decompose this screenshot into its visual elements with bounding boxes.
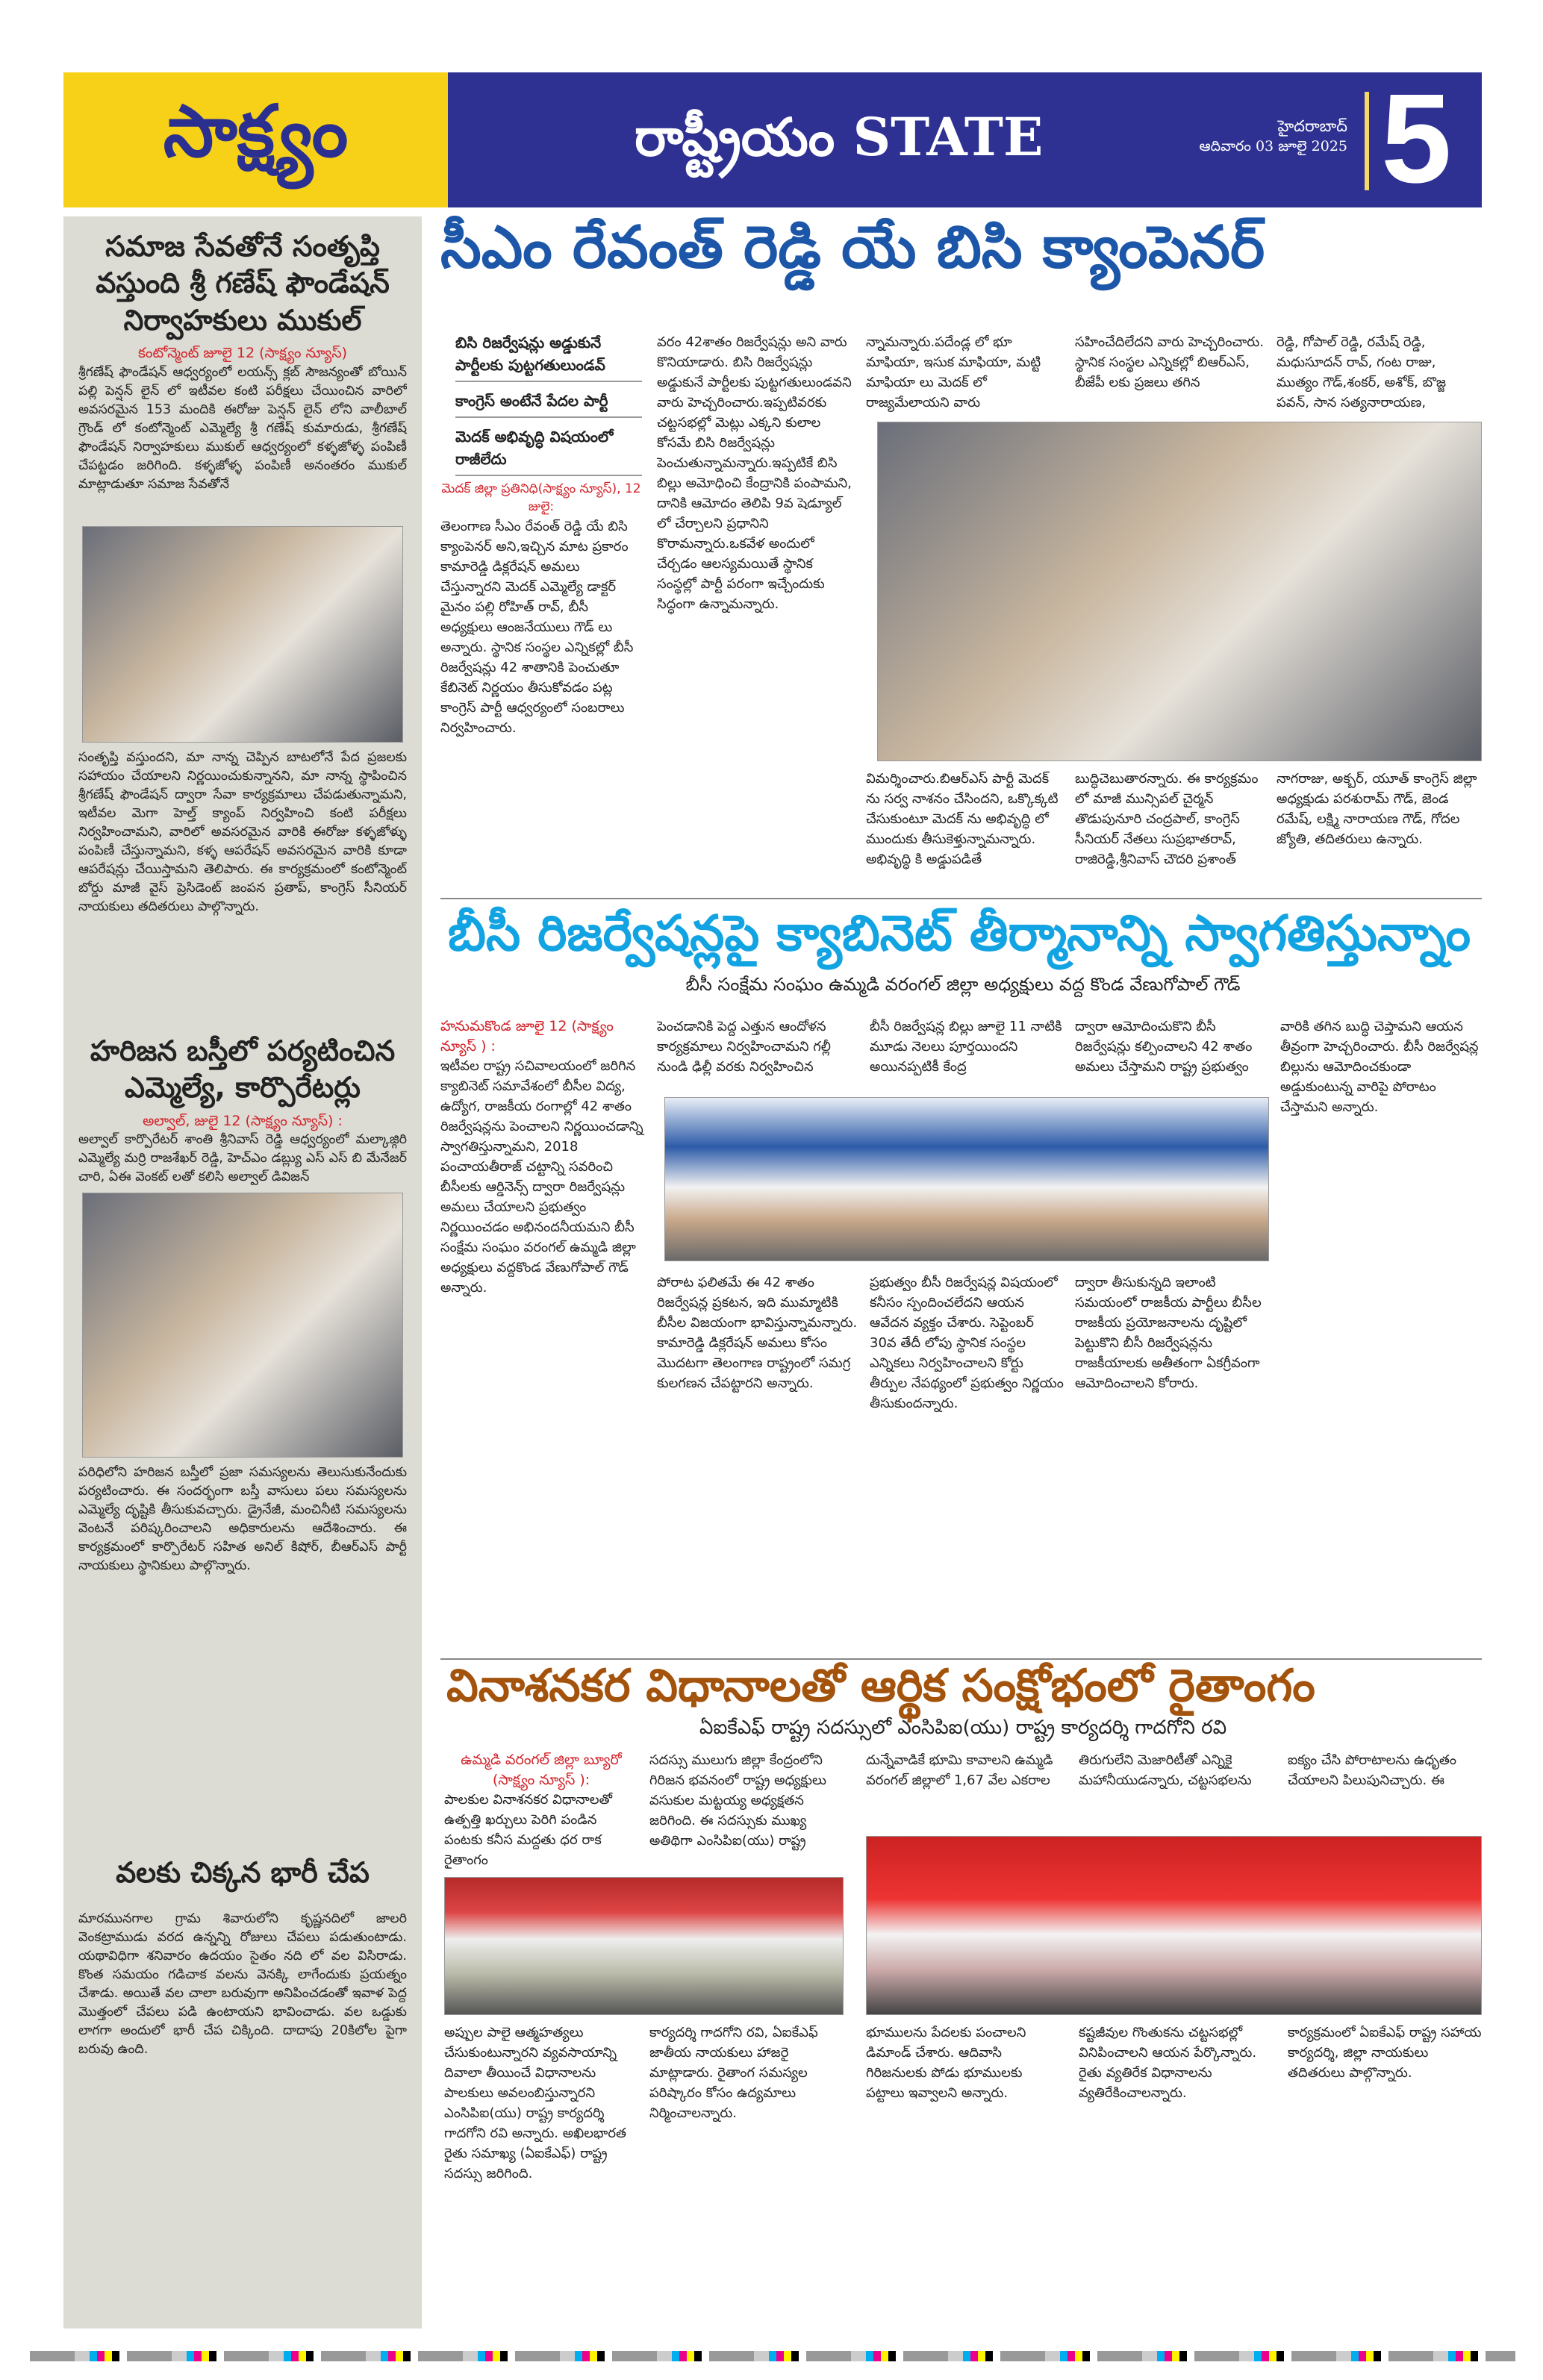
story-body: కష్టజీవుల గొంతుకను చట్టసభల్లో వినిపించాలని ఆయన పేర్కొన్నారు. రైతు వ్యతిరేక విధానాలను వ్యతిరేకించాలన్నారు. — [1079, 2025, 1257, 2101]
story-body: సంతృప్తి వస్తుందని, మా నాన్న చెప్పిన బాటలోనే పేద ప్రజలకు సహాయం చేయాలని నిర్ణయించుకున్నానని, మా నాన్న స్థాపించిన శ్రీగణేష్ ఫౌండేషన్ ద్వారా సేవా కార్యక్రమాలు చేపడుతున్నామని, ఇటీవల మెగా హెల్త్ క్యాంప్ నిర్వహించి కంటి పరీక్షలు నిర్వహించామని, వారిలో అవసరమైన వారికి ఈరోజు కళ్ళజోళ్ళు పంపిణీ చేస్తున్నామని, కళ్ళ ఆపరేషన్ అవసరమైన వారికి కూడా ఆపరేషన్లు చేయిస్తామని తెలిపారు. ఈ కార్యక్రమంలో కంటోన్మెంట్ బోర్డు మాజీ వైస్ ప్రెసిడెంట్ జంపన ప్రతాప్, కాంగ్రెస్ సీనియర్ నాయకులు తదితరులు పాల్గొన్నారు. — [78, 749, 407, 914]
story-body: వారికి తగిన బుద్ధి చెప్తామని ఆయన తీవ్రంగా హెచ్చరించారు. బీసీ రిజర్వేషన్ల బిల్లును ఆమోదించకుండా అడ్డుకుంటున్న వారిపై పోరాటం చేస్తామని అన్నారు. — [1280, 1019, 1479, 1115]
story-headline: హరిజన బస్తీలో పర్యటించిన ఎమ్మెల్యే, కార్పొరేటర్లు — [90, 1034, 396, 1105]
story-column — [440, 328, 642, 888]
story-headline: సమాజ సేవతోనే సంతృప్తి వస్తుంది శ్రీ గణేష్ ఫౌండేషన్ నిర్వాహకులు ముకుల్ — [96, 230, 390, 337]
story-body: భూములను పేదలకు పంచాలని డిమాండ్ చేశారు. ఆదివాసి గిరిజనులకు పోడు భూములకు పట్టాలు ఇవ్వాలని అన్నారు. — [866, 2025, 1026, 2101]
story-body: ద్వారా ఆమోదించుకొని బీసీ రిజర్వేషన్లు కల్పించాలని 42 శాతం అమలు చేస్తామని రాష్ట్ర ప్రభుత్వం — [1075, 1019, 1253, 1075]
dateline: అల్వాల్, జులై 12 (సాక్ష్యం న్యూస్) : — [143, 1112, 343, 1129]
page-number: 5 — [1381, 68, 1452, 210]
kicker: మెదక్ అభివృద్ధి విషయంలో రాజీలేదు — [455, 422, 642, 476]
dateline: హనుమకొండ జూలై 12 (సాక్ష్యం న్యూస్ ) : — [440, 1018, 614, 1055]
photo-harijana-basti — [82, 1193, 403, 1458]
dateline: కంటోన్మెంట్ జూలై 12 (సాక్ష్యం న్యూస్) — [137, 345, 348, 362]
photo-press-meet — [664, 1097, 1269, 1261]
photo-eye-camp — [82, 526, 403, 743]
dateline: ఉమ్మడి వరంగల్ జిల్లా బ్యూరో (సాక్ష్యం న్యూస్ ): — [461, 1752, 622, 1788]
subheadline: ఏఐకేఎఫ్ రాష్ట్ర సదస్సులో ఎంసిపిఐ(యు) రాష్ట్ర కార్యదర్శి గాదగోని రవి — [699, 1717, 1227, 1739]
story-body: తిరుగులేని మెజారిటీతో ఎన్నికై మహానీయుడన్నారు, చట్టసభలను — [1079, 1752, 1252, 1788]
subheadline: బీసీ సంక్షేమ సంఘం ఉమ్మడి వరంగల్ జిల్లా అధ్యక్షులు వద్ద కొండ వేణుగోపాల్ గౌడ్ — [685, 974, 1241, 995]
masthead-logo — [63, 72, 448, 207]
kicker: కాంగ్రెస్ అంటేనే పేదల పార్టీ — [455, 387, 642, 418]
story-body: శ్రీగణేష్ ఫౌండేషన్ ఆధ్వర్యంలో లయన్స్ క్లబ్ సౌజన్యంతో బోయిన్ పల్లి పెన్షన్ లైన్ లో ఇటీవల కంటి పరీక్షలు చేయించిన వారిలో అవసరమైన 153 మందికి ఈరోజు పెన్షన్ లైన్ లోని వాలీబాల్ గ్రౌండ్ లో కంటోన్మెంట్ ఎమ్మెల్యే శ్రీ గణేష్ కుమారుడు, శ్రీగణేష్ ఫౌండేషన్ నిర్వాహకులు ముకుల్ ఆధ్వర్యంలో కళ్ళజోళ్ళ పంపిణీ చేపట్టడం జరిగింది. కళ్ళజోళ్ళ పంపిణీ అనంతరం ముకుల్ మాట్లాడుతూ సమాజ సేవతోనే — [78, 364, 407, 492]
story-body: నాగరాజు, అక్బర్, యూత్ కాంగ్రెస్ జిల్లా అధ్యక్షుడు పరశురామ్ గౌడ్, జెండ రమేష్, లక్ష్మి నారాయణ గౌడ్, గోదల జ్యోతి, తదితరులు ఉన్నారు. — [1277, 771, 1477, 847]
main-headline: సీఎం రేవంత్ రెడ్డి యే బిసి క్యాంపెనర్ — [440, 214, 1265, 281]
story-body: ఐక్యం చేసి పోరాటాలను ఉధృతం చేయాలని పిలుపునిచ్చారు. ఈ — [1288, 1752, 1457, 1788]
logo-text: సాక్ష్యం — [163, 89, 349, 173]
story-body: కార్యదర్శి గాదగోని రవి, ఏఐకేఎఫ్ జాతీయ నాయకులు హాజరై మాట్లాడారు. రైతాంగ సమస్యల పరిష్కారం కోసం ఉద్యమాలు నిర్మించాలన్నారు. — [649, 2025, 818, 2121]
story-body: తెలంగాణ సీఎం రేవంత్ రెడ్డి యే బిసి క్యాంపెనర్ అని,ఇచ్చిన మాట ప్రకారం కామారెడ్డి డిక్లరేషన్ అమలు చేస్తున్నారని మెదక్ ఎమ్మెల్యే డాక్టర్ మైనం పల్లి రోహిత్ రావ్, బీసీ అధ్యక్షులు ఆంజనేయులు గౌడ్ లు అన్నారు. స్థానిక సంస్థల ఎన్నికల్లో బీసీ రిజర్వేషన్లు 42 శాతానికి పెంచుతూ కేబినెట్ నిర్ణయం తీసుకోవడం పట్ల కాంగ్రెస్ పార్టీ ఆధ్వర్యంలో సంబరాలు నిర్వహించారు. — [440, 518, 634, 736]
divider — [440, 898, 1482, 899]
main-headline: వినాశనకర విధానాలతో ఆర్థిక సంక్షోభంలో రైతాంగం — [446, 1660, 1315, 1712]
edition-date: ఆదివారం 03 జూలై 2025 — [1199, 138, 1347, 154]
section-title: రాష్ట్రీయం STATE — [635, 106, 1044, 168]
edition-city: హైదరాబాద్ — [1277, 117, 1347, 135]
print-registration-bar — [30, 2351, 1515, 2361]
story-body: బీసీ రిజర్వేషన్ల బిల్లు జూలై 11 నాటికి మూడు నెలలు పూర్తయిందని అయినప్పటికీ కేంద్ర — [870, 1019, 1062, 1075]
story-body: వరం 42శాతం రిజర్వేషన్లు అని వారు కొనియాడారు. బిసి రిజర్వేషన్లు అడ్డుకునే పార్టీలకు పుట్టగతులుండవని వారు హెచ్చరించారు.ఇప్పటివరకు చట్టసభల్లో మెట్లు ఎక్కని కులాల కోసమే బిసి రిజర్వేషన్లు పెంచుతున్నామన్నారు.ఇప్పటికే బిసి బిల్లు అమోధించి కేంద్రానికి పంపామని, దానికి ఆమోదం తెలిపి 9వ షెడ్యూల్ లో చేర్చాలని ప్రధానిని కొరామన్నారు.ఒకవేళ అందులో చేర్చడం ఆలస్యమయితే స్థానిక సంస్థల్లో పార్టీ పరంగా ఇచ్చేందుకు సిద్ధంగా ఉన్నామన్నారు. — [657, 334, 852, 612]
story-column — [440, 1016, 649, 1651]
left-column — [63, 216, 422, 2329]
story-body: దున్నేవాడికే భూమి కావాలని ఉమ్మడి వరంగల్ జిల్లాలో 1,67 వేల ఎకరాల — [866, 1752, 1053, 1788]
header-band — [448, 68, 1482, 210]
divider — [1365, 92, 1369, 190]
story-body: న్నామన్నారు.పదేండ్ల లో భూ మాఫియా, ఇసుక మాఫియా, మట్టి మాఫియా లు మెదక్ లో రాజ్యమేలాయని వారు — [866, 334, 1041, 410]
story-body: మారమునగాల గ్రామ శివారులోని కృష్ణనదిలో జాలరి వెంకట్రాముడు వరద ఉన్నన్ని రోజులు చేపలు పడుతుంటాడు. యథావిధిగా శనివారం ఉదయం సైతం నది లో వల విసిరాడు. కొంత సమయం గడిచాక వలను వెనక్కి లాగేందుకు ప్రయత్నం చేశాడు. అయితే వల చాలా బరువుగా అనిపించడంతో ఇవాళ పెద్ద మొత్తంలో చేపలు పడి ఉంటాయని భావించాడు. వల ఒడ్డుకు లాగగా అందులో భారీ చేప చిక్కింది. దాదాపు 20కిలోల పైగా బరువు ఉంది. — [78, 1911, 407, 2057]
story-body: ఇటీవల రాష్ట్ర సచివాలయంలో జరిగిన క్యాబినెట్ సమావేశంలో బీసీల విద్య, ఉద్యోగ, రాజకీయ రంగాల్లో 42 శాతం రిజర్వేషన్లను పెంచాలని నిర్ణయించడాన్ని స్వాగతిస్తున్నామని, 2018 పంచాయతీరాజ్ చట్టాన్ని సవరించి బీసీలకు ఆర్డినెన్స్ ద్వారా రిజర్వేషన్లు అమలు చేయాలని ప్రభుత్వం నిర్ణయించడం అభినందనీయమని బీసీ సంక్షేమ సంఘం వరంగల్ ఉమ్మడి జిల్లా అధ్యక్షులు వద్దకొండ వేణుగోపాల్ గౌడ్ అన్నారు. — [440, 1058, 643, 1296]
kicker: బిసి రిజర్వేషన్లు అడ్డుకునే పార్టీలకు పుట్టగతులుండవ్ — [455, 328, 642, 382]
photo-aikf-delegates — [866, 1836, 1482, 2015]
story-headline: వలకు చిక్కన భారీ చేప — [116, 1856, 370, 1890]
story-body: పరిధిలోని హరిజన బస్తీలో ప్రజా సమస్యలను తెలుసుకునేందుకు పర్యటించారు. ఈ సందర్భంగా బస్తీ వాసులు పలు సమస్యలను ఎమ్మెల్యే దృష్టికి తీసుకువచ్చారు. డ్రైనేజీ, మంచినీటి సమస్యలను వెంటనే పరిష్కరించాలని అధికారులను ఆదేశించారు. ఈ కార్యక్రమంలో కార్పొరేటర్ సహిత అనిల్ కిషోర్, బీఆర్ఎస్ పార్టీ నాయకులు స్థానికులు పాల్గొన్నారు. — [78, 1465, 407, 1574]
story-body: బుద్ధిచెబుతారన్నారు. ఈ కార్యక్రమం లో మాజీ మున్సిపల్ చైర్మన్ తొడుపునూరి చంద్రపాల్, కాంగ్రెస్ సీనియర్ నేతలు సుప్రభాతరావ్, రాజిరెడ్డి,శ్రీనివాస్ చౌదరి ప్రశాంత్ — [1075, 771, 1259, 867]
story-body: పెంచడానికి పెద్ద ఎత్తున ఆందోళన కార్యక్రమాలు నిర్వహించామని గల్లీ నుండి ఢిల్లీ వరకు నిర్వహించిన — [657, 1019, 831, 1075]
story-body: ద్వారా తీసుకున్నది ఇలాంటి సమయంలో రాజకీయ పార్టీలు బీసీల రాజకీయ ప్రయోజనాలను దృష్టిలో పెట్టుకొని బీసీ రిజర్వేషన్లను రాజకీయాలకు అతీతంగా ఏకగ్రీవంగా ఆమోదించాలని కోరారు. — [1075, 1275, 1262, 1391]
photo-congress-celebration — [877, 422, 1482, 761]
story-body: పోరాట ఫలితమే ఈ 42 శాతం రిజర్వేషన్ల ప్రకటన, ఇది ముమ్మాటికి బీసీల విజయంగా భావిస్తున్నామన్నారు. కామారెడ్డి డిక్లరేషన్ అమలు కోసం మొదటగా తెలంగాణ రాష్ట్రంలో సమగ్ర కులగణన చేపట్టారని అన్నారు. — [657, 1275, 858, 1391]
story-body: కార్యక్రమంలో ఏఐకేఎఫ్ రాష్ట్ర సహాయ కార్యదర్శి, జిల్లా నాయకులు తదితరులు పాల్గొన్నారు. — [1288, 2025, 1482, 2081]
story-body: అప్పుల పాలై ఆత్మహత్యలు చేసుకుంటున్నారని వ్యవసాయాన్ని దివాలా తీయించే విధానాలను పాలకులు అవలంబిస్తున్నారని ఎంసిపిఐ(యు) రాష్ట్ర కార్యదర్శి గాదగోని రవి అన్నారు. అఖిలభారత రైతు సమాఖ్య (ఏఐకేఎఫ్) రాష్ట్ర సదస్సు జరిగింది. — [444, 2025, 626, 2181]
story-body: ప్రభుత్వం బీసీ రిజర్వేషన్ల విషయంలో కనీసం స్పందించలేదని ఆయన ఆవేదన వ్యక్తం చేశారు. సెప్టెంబర్ 30వ తేదీ లోపు స్థానిక సంస్థల ఎన్నికలు నిర్వహించాలని కోర్టు తీర్పుల నేపథ్యంలో ప్రభుత్వం నిర్ణయం తీసుకుందన్నారు. — [870, 1275, 1064, 1411]
dateline: మెదక్ జిల్లా ప్రతినిధి(సాక్ష్యం న్యూస్), 12 జులై: — [441, 481, 641, 514]
story-body: పాలకుల వినాశనకర విధానాలతో ఉత్పత్తి ఖర్చులు పెరిగి పండిన పంటకు కనీస మద్దతు ధర రాక రైతాంగం — [444, 1792, 613, 1869]
story-body: అల్వాల్ కార్పొరేటర్ శాంతి శ్రీనివాస్ రెడ్డి ఆధ్వర్యంలో మల్కాజ్గిరి ఎమ్మెల్యే మర్రి రాజశేఖర్ రెడ్డి, హెచ్ఎం డబ్ల్యు ఎస్ ఎస్ బి మేనేజర్ చారి, ఏఈ వెంకట్ లతో కలిసి అల్వాల్ డివిజన్ — [78, 1132, 407, 1185]
story-body: సహించేదిలేదని వారు హెచ్చరించారు. స్థానిక సంస్థల ఎన్నికల్లో బిఆర్ఎస్, బీజేపీ లకు ప్రజలు తగిన — [1075, 334, 1264, 390]
photo-aikf-stage — [444, 1877, 844, 2015]
story-body: విమర్శించారు.బిఆర్ఎస్ పార్టీ మెదక్ ను సర్వ నాశనం చేసిందని, ఒక్కొక్కటి చేసుకుంటూ మెదక్ ను అభివృద్ధి లో ముందుకు తీసుకెళ్తున్నామన్నారు. అభివృద్ధి కి అడ్డుపడితే — [866, 771, 1059, 867]
story-body: రెడ్డి, గోపాల్ రెడ్డి, రమేష్ రెడ్డి, మధుసూదన్ రావ్, గంట రాజు, ముత్యం గౌడ్,శంకర్, అశోక్, బొజ్జ పవన్, సాన సత్యనారాయణ, — [1277, 334, 1447, 410]
story-column — [444, 1750, 638, 1873]
story-body: సదస్సు ములుగు జిల్లా కేంద్రంలోని గిరిజన భవనంలో రాష్ట్ర అధ్యక్షులు వసుకుల మట్టయ్య అధ్యక్షతన జరిగింది. ఈ సదస్సుకు ముఖ్య అతిథిగా ఎంసిపిఐ(యు) రాష్ట్ర — [649, 1752, 826, 1849]
main-headline: బీసీ రిజర్వేషన్లపై క్యాబినెట్ తీర్మానాన్ని స్వాగతిస్తున్నాం — [448, 905, 1471, 962]
